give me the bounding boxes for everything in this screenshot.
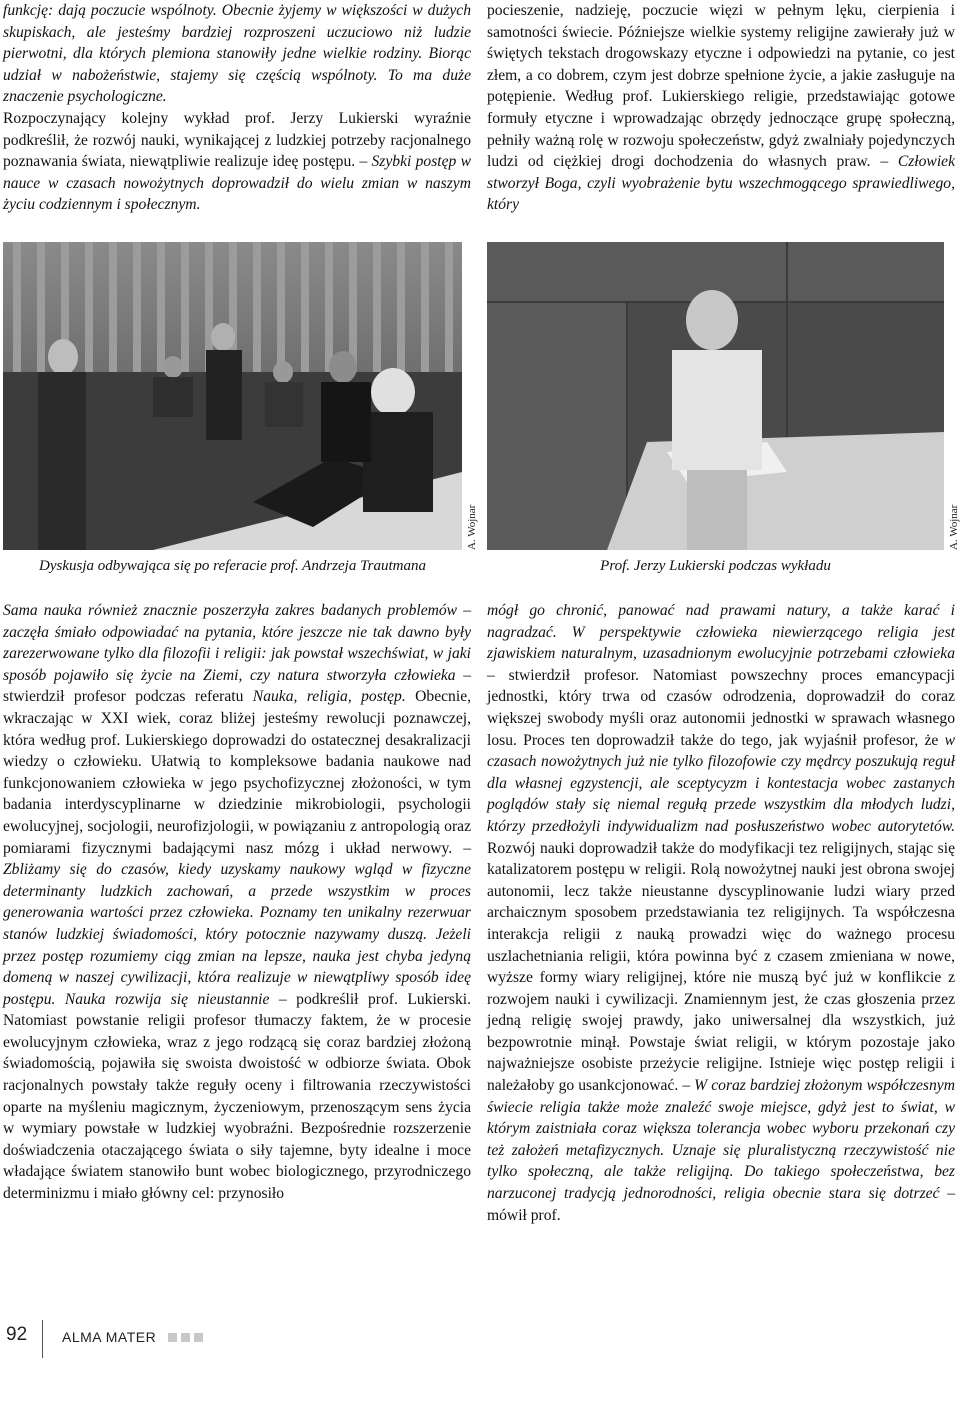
quote-text: w czasach nowożytnych już nie tylko filozofowie czy mędrcy poszukują reguł dla własnej egzystencji, ale sceptycyzm i kontestacja wobec zastanych poglądów stały się niemal regułą przede wszystkim dla młodych ludzi, którzy przedłożyli indywidualizm nad posłuszeństwo wobec autorytetów. [487, 731, 955, 835]
photo-discussion-image [3, 242, 462, 550]
paragraph [3, 108, 471, 216]
photo-credit: A. Wojnar [948, 504, 960, 550]
quote-text: – W coraz bardziej złożonym współczesnym świecie religia także może znaleźć swoje miejsce, gdyż jest to świat, w którym zaistniała coraz większa tolerancja wobec wyboru przekonań czy też założeń metafizycznych. Uznaje się pluralistyczną rzeczywistość nie tylko społeczną, ale także religijną. Do takiego społeczeństwa, bez narzuconej tradycją jednorodności, religia obecnie stara się dotrzeć [487, 1077, 955, 1203]
quote-text: Sama nauka również znacznie poszerzyła zakres badanych problemów – zaczęła śmiało odpowiadać na pytania, które jeszcze nie tak dawno były zarezerwowane tylko dla filozofii i religii: jak powstał wszechświat, w jaki sposób pojawiło się życie na Ziemi, czy natura stworzyła człowieka [3, 602, 471, 684]
footer-divider [42, 1320, 43, 1358]
body-text: – podkreślił prof. Lukierski. Natomiast powstanie religii profesor tłumaczy faktem, że w procesie ewolucyjnym człowieka, wraz z jego rodzącą się coraz bardziej złożoną świadomością, pojawiła się swoista dwoistość w odbiorze świata. Obok racjonalnych powstały także reguły oceny i filtrowania rzeczywistości oparte na myśleniu magicznym, życzeniowym, przenoszącym sens życia w wymiary powstałe w ludzkiej wyobraźni. Bezpośrednie rozszerzenie doświadczenia otaczającego świata o siły tajemne, byty idealne i moce władające światem stanowiło bunt wobec biologicznego, przyrodniczego determinizmu i miało główny cel: przynosiło [3, 990, 471, 1203]
body-text: pocieszenie, nadzieję, poczucie więzi w pełnym lęku, cierpienia i samotności świecie. Późniejsze wielkie systemy religijne zawierały już w świętych tekstach drogowskazy etyczne i odpowiedzi na pytanie, co jest złem, a co dobrem, czym jest dobrze spełnione życie, a jakie zasługuje na potępienie. Według prof. Lukierskiego religie, przedstawiając gotowe formuły etyczne i wprowadzając obrzędy jednoczące grupę społeczną, pełniły ważną rolę w rozwoju społeczeństw, gdyż zwalniały pojedynczych ludzi od ciężkiej drogi dochodzenia do własnych praw. [487, 2, 955, 171]
body-text: – mówił prof. [487, 1185, 955, 1224]
photo-credit: A. Wojnar [466, 504, 478, 550]
body-text: – stwierdził profesor. Natomiast powszechny proces emancypacji jednostki, który trwa od czasów odrodzenia, doprowadził do coraz większej swobody myśli oraz autonomii jednostki w sprawach własnego losu. Proces ten doprowadził także do tego, jak wyjaśnił profesor, że [487, 666, 955, 749]
article-text-bottom-left [3, 600, 471, 1205]
photo-lecture-image [487, 242, 944, 550]
quote-text: – Szybki postęp w nauce w czasach nowożytnych doprowadził do wielu zmian w naszym życiu codziennym i społecznym. [3, 153, 472, 214]
square-icon [181, 1333, 190, 1342]
paragraph [487, 600, 955, 1226]
photo-discussion [3, 242, 462, 550]
journal-name: ALMA MATER [62, 1329, 157, 1345]
paragraph [3, 0, 471, 108]
title-text: Nauka, religia, postęp. [252, 688, 406, 706]
quote-text: – Człowiek stworzył Boga, czyli wyobrażenie bytu wszechmogącego sprawiedliwego, który [487, 153, 956, 214]
body-text: Obecnie, wkraczając w XXI wiek, coraz bliżej jesteśmy rewolucji poznawczej, która według prof. Lukierskiego doprowadzi do ostatecznej desakralizacji wiedzy o człowieku. Ułatwią to kompleksowe badania naukowe nad funkcjonowaniem człowieka w jego psychofizycznej złożoności, w tym badania interdyscyplinarne w dziedzinie mikrobiologii, psychologii ewolucyjnej, socjologii, neurofizjologii, w powiązaniu z antropologią oraz pomiarami fizycznymi badającymi nasz mózg i układ nerwowy. [3, 688, 472, 857]
paragraph [487, 0, 955, 216]
article-text-top-right [487, 0, 955, 216]
photo-lecture [487, 242, 944, 550]
photo-caption: Dyskusja odbywająca się po referacie prof. Andrzeja Trautmana [39, 558, 426, 574]
quote-text: funkcję: dają poczucie wspólnoty. Obecnie żyjemy w większości w dużych skupiskach, ale jesteśmy bardziej rozproszeni uczuciowo niż ludzie pierwotni, dla których plemiona stanowiły jedne wielkie rodziny. Biorąc udział w nabożeństwie, stajemy się częścią wspólnoty. To ma duże znaczenie psychologiczne. [3, 2, 471, 106]
photo-caption: Prof. Jerzy Lukierski podczas wykładu [600, 558, 831, 574]
quote-text: – Zbliżamy się do czasów, kiedy uzyskamy naukowy wgląd w fizyczne determinanty ludzkich zachowań, a przede wszystkim w proces generowania wartości przez człowieka. Poznamy ten unikalny rezerwuar stanów ludzkiej świadomości, który potocznie nazywamy duszą. Jeżeli przez postęp rozumiemy ciąg zmian na lepsze, nauka jest chyba jedyną domeną w naszej cywilizacji, która realizuje w niewątpliwy sposób ideę postępu. Nauka rozwija się nieustannie [3, 839, 471, 1008]
article-text-bottom-right [487, 600, 955, 1226]
square-icon [168, 1333, 177, 1342]
body-text: – stwierdził profesor podczas referatu [3, 666, 471, 706]
square-icon [194, 1333, 203, 1342]
page-number: 92 [6, 1324, 28, 1345]
article-text-top-left [3, 0, 471, 216]
body-text: Rozpoczynający kolejny wykład prof. Jerzy Lukierski wyraźnie podkreślił, że rozwój nauki, wynikającej z ludzkiej potrzeby racjonalnego poznawania świata, niewątpliwie realizuje ideę postępu. [3, 109, 471, 171]
paragraph [3, 600, 471, 1205]
quote-text: mógł go chronić, panować nad prawami natury, a także karać i nagradzać. W perspektywie człowieka niewierzącego religia jest zjawiskiem naturalnym, uzasadnionym ewolucyjnie potrzebami człowieka [487, 602, 955, 663]
decorative-squares [168, 1333, 203, 1342]
body-text: Rozwój nauki doprowadził także do modyfikacji tez religijnych, stając się katalizatorem postępu w religii. Rolą nowożytnej nauki jest obrona swojej autonomii, lecz także nieustanne dyscyplinowanie ludzi wiary przed archaicznym sposobem przedstawiania tez religijnych. Ta współczesna interakcja religii z nauką prowadzi więc do ważnego procesu uszlachetniania religii, która powinna być z czasem zmieniana w nowe, wyższe formy wiary religijnej, które nie muszą być już w konflikcie z rozwojem nauki i cywilizacji. Znamiennym jest, że czas głoszenia przez jedną religię swojej prawdy, jako uniwersalnej dla wszystkich, już bezpowrotnie minął. Powstaje świat religii, w którym pozostaje jako najważniejsze osobiste przeżycie religijne. Istnieje więc postęp religii i należałoby go usankcjonować. [487, 839, 955, 1095]
